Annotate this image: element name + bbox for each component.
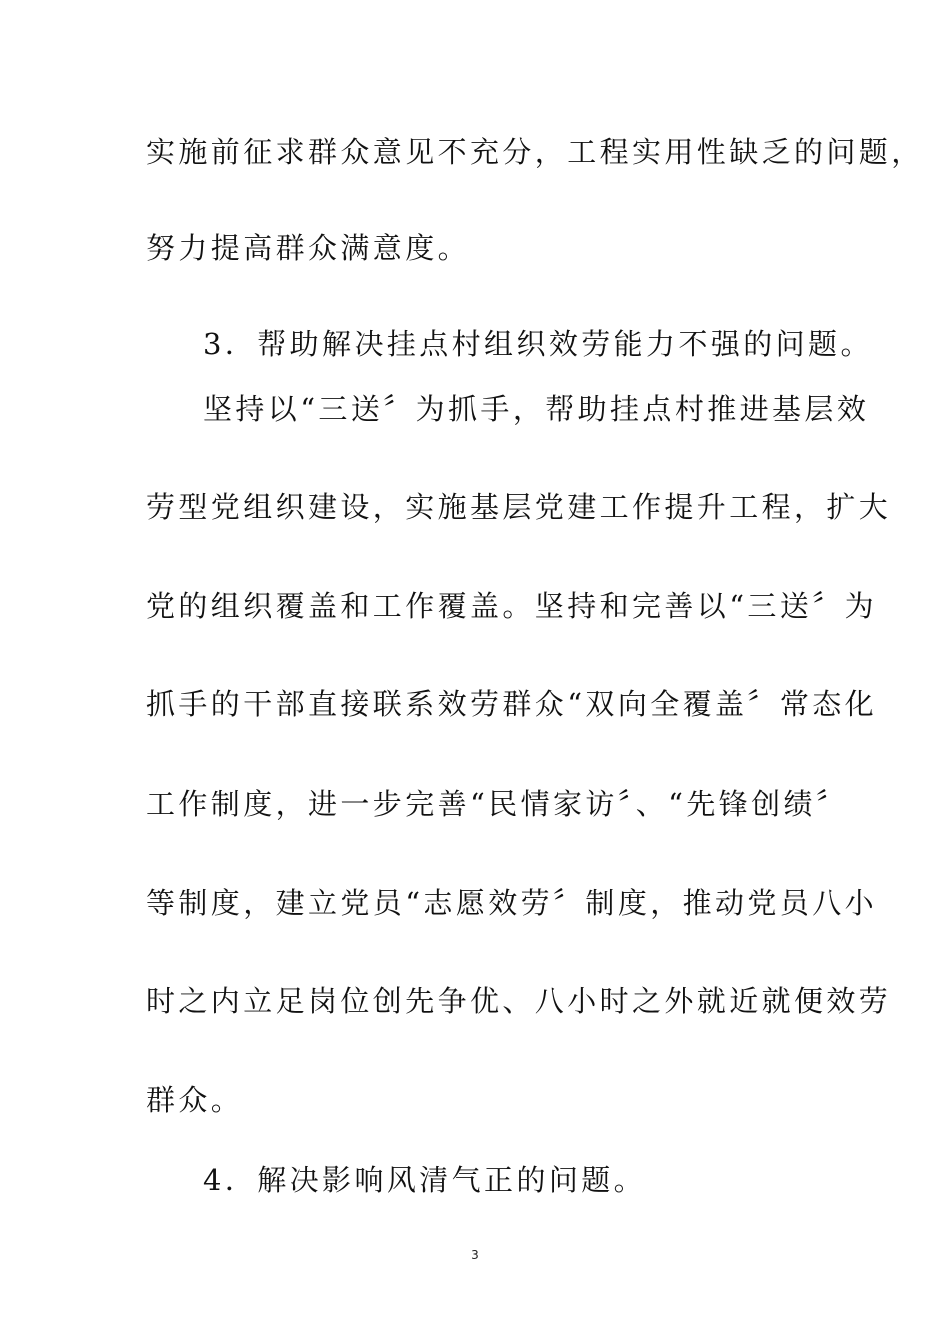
text-line: 努力提高群众满意度。 — [146, 231, 471, 265]
text-line: 等制度，建立党员“志愿效劳〞制度，推动党员八小 — [146, 886, 878, 920]
text-line: 抓手的干部直接联系效劳群众“双向全覆盖〞常态化 — [146, 687, 878, 721]
text-line: 群众。 — [146, 1083, 244, 1117]
section-heading: 4．解决影响风清气正的问题。 — [203, 1163, 647, 1197]
text-line: 时之内立足岗位创先争优、八小时之外就近就便效劳 — [146, 984, 892, 1018]
section-heading: 3．帮助解决挂点村组织效劳能力不强的问题。 — [203, 327, 873, 361]
text-line: 劳型党组织建设，实施基层党建工作提升工程，扩大 — [146, 490, 892, 524]
page-number: 3 — [471, 1248, 479, 1262]
text-line: 党的组织覆盖和工作覆盖。坚持和完善以“三送〞为 — [146, 589, 878, 623]
text-line: 坚持以“三送〞为抓手，帮助挂点村推进基层效 — [203, 392, 870, 426]
text-line: 工作制度，进一步完善“民情家访〞、“先锋创绩〞 — [146, 787, 849, 821]
text-line: 实施前征求群众意见不充分，工程实用性缺乏的问题， — [146, 135, 924, 169]
